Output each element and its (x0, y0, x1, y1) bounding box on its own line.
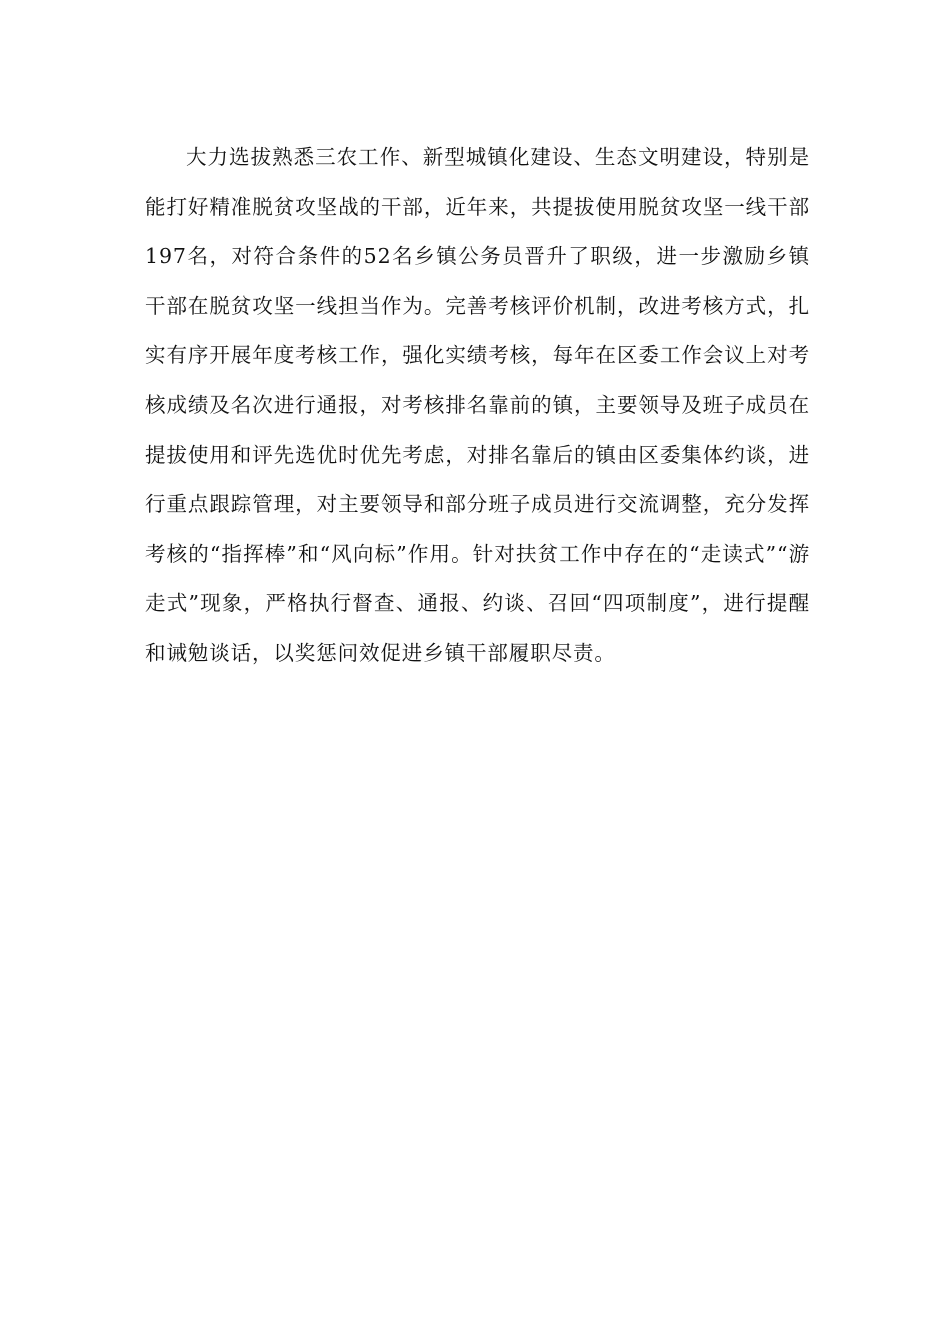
body-paragraph: 大力选拔熟悉三农工作、新型城镇化建设、生态文明建设，特别是能打好精准脱贫攻坚战的干部，近年来，共提拔使用脱贫攻坚一线干部197名，对符合条件的52名乡镇公务员晋升了职级，进一步激励乡镇干部在脱贫攻坚一线担当作为。完善考核评价机制，改进考核方式，扎实有序开展年度考核工作，强化实绩考核，每年在区委工作会议上对考核成绩及名次进行通报，对考核排名靠前的镇，主要领导及班子成员在提拔使用和评先选优时优先考虑，对排名靠后的镇由区委集体约谈，进行重点跟踪管理，对主要领导和部分班子成员进行交流调整，充分发挥考核的“指挥棒”和“风向标”作用。针对扶贫工作中存在的“走读式”“游走式”现象，严格执行督查、通报、约谈、召回“四项制度”，进行提醒和诫勉谈话，以奖惩问效促进乡镇干部履职尽责。 (145, 145, 810, 665)
